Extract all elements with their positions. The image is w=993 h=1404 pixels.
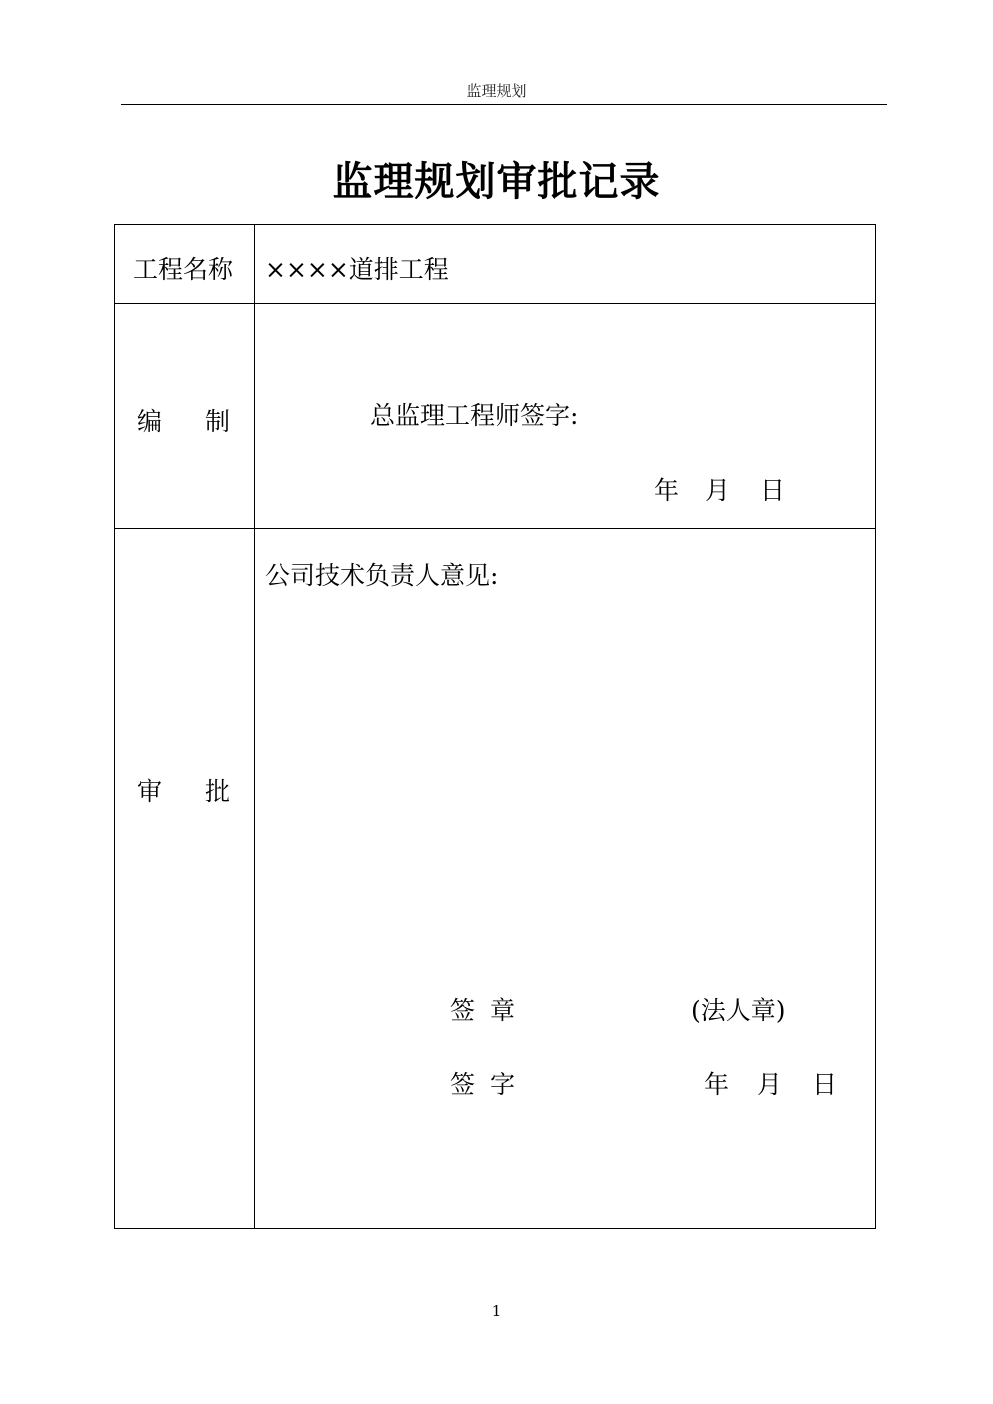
project-name-label: 工程名称	[133, 255, 234, 284]
technical-director-opinion-label: 公司技术负责人意见:	[265, 561, 499, 590]
compile-date-month: 月	[705, 476, 731, 505]
approve-date-year: 年	[704, 1070, 730, 1099]
approve-date-month: 月	[757, 1070, 783, 1099]
approve-label-char1: 审	[137, 777, 163, 806]
document-title: 监理规划审批记录	[332, 158, 661, 205]
compile-label-char1: 编	[137, 407, 163, 436]
row-divider-1	[115, 303, 875, 304]
legal-seal-note: (法人章)	[691, 996, 786, 1025]
approval-form-table	[114, 224, 876, 1229]
project-name-value: ××××道排工程	[265, 255, 449, 284]
compile-date-year: 年	[654, 476, 680, 505]
header-rule	[121, 104, 887, 105]
seal-label-char2: 章	[490, 996, 516, 1025]
column-divider	[254, 225, 255, 1228]
compile-date-day: 日	[760, 476, 786, 505]
page-number: 1	[491, 1302, 502, 1320]
sign-label-char1: 签	[450, 1070, 476, 1099]
running-header: 监理规划	[466, 82, 527, 100]
approve-label-char2: 批	[205, 777, 231, 806]
sign-label-char2: 字	[490, 1070, 516, 1099]
seal-label-char1: 签	[450, 996, 476, 1025]
chief-engineer-signature-label: 总监理工程师签字:	[370, 401, 579, 430]
row-divider-2	[115, 528, 875, 529]
compile-label-char2: 制	[205, 407, 231, 436]
approve-date-day: 日	[812, 1070, 838, 1099]
